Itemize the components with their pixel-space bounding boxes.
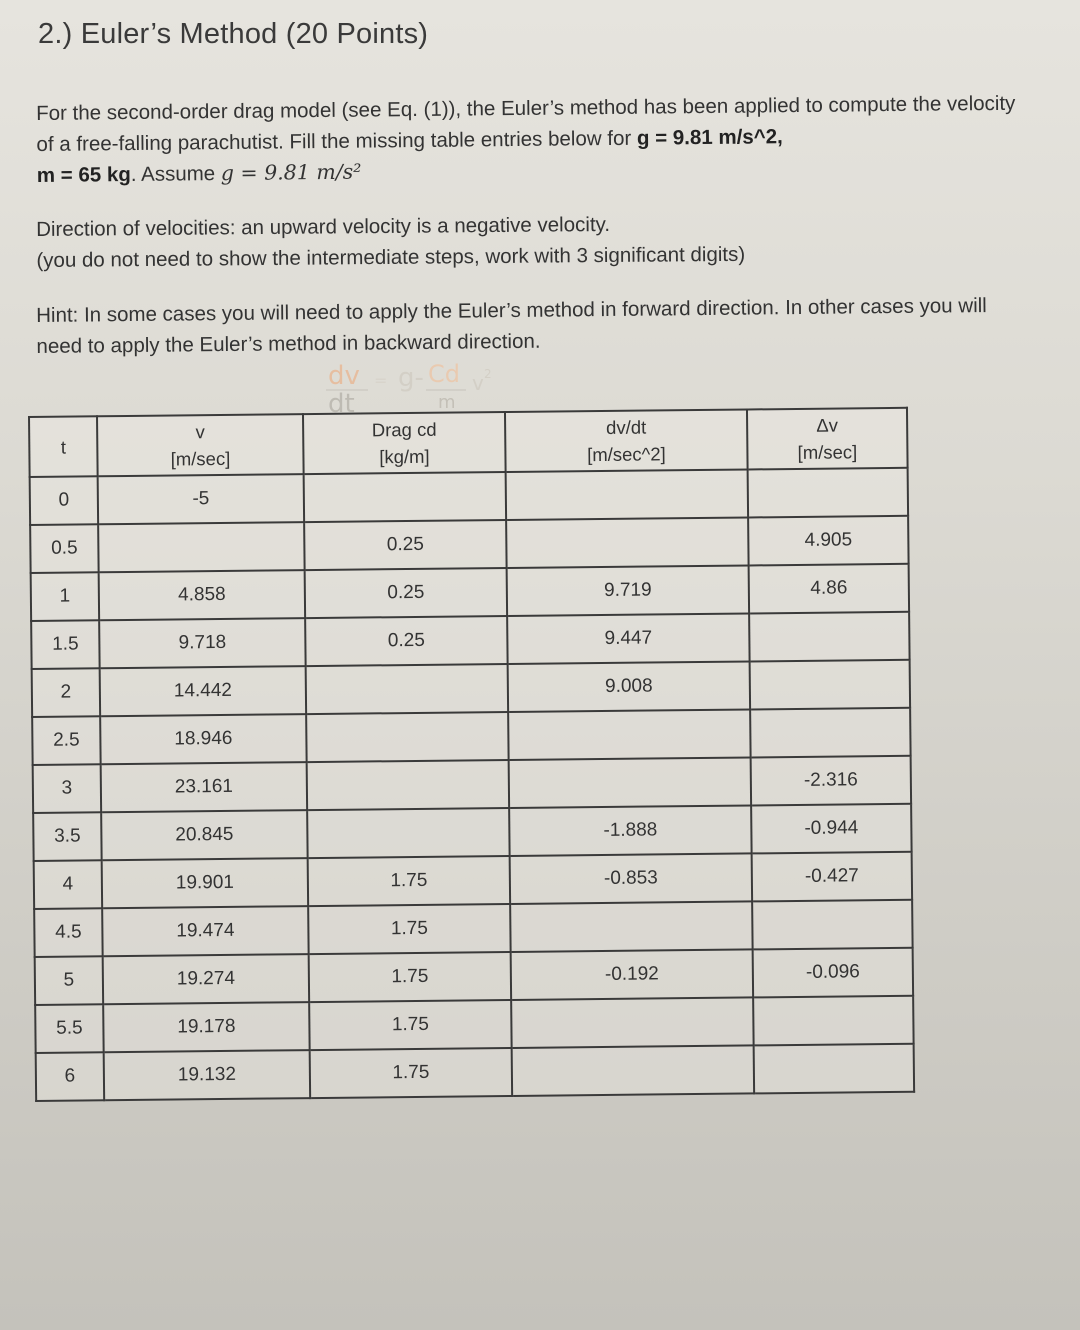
hint-text: Hint: In some cases you will need to apply the Euler’s method in forward direction. In other cases you will need to apply the Euler’s method in backward direction. bbox=[36, 294, 987, 358]
cell-v bbox=[98, 522, 304, 572]
cell-delta-v bbox=[750, 660, 910, 710]
cell-t: 4.5 bbox=[34, 908, 102, 957]
cell-v: 19.274 bbox=[103, 954, 309, 1004]
cell-dvdt bbox=[506, 517, 748, 568]
assume-text: . Assume bbox=[130, 162, 221, 187]
cell-cd bbox=[307, 760, 509, 810]
cell-cd: 1.75 bbox=[309, 952, 511, 1002]
cell-dvdt bbox=[510, 901, 752, 952]
cell-delta-v bbox=[752, 900, 912, 950]
cell-t: 3 bbox=[33, 764, 101, 813]
cell-t: 6 bbox=[36, 1052, 104, 1101]
cell-delta-v: 4.905 bbox=[748, 516, 908, 566]
cell-dvdt: -0.853 bbox=[510, 853, 752, 904]
handwritten-v: v bbox=[472, 371, 484, 395]
cell-t: 0 bbox=[30, 476, 98, 525]
handwritten-dv: dv bbox=[328, 361, 360, 391]
gravity-value-bold: g = 9.81 m/s^2, bbox=[636, 125, 783, 150]
problem-statement bbox=[36, 88, 1027, 191]
cell-cd: 1.75 bbox=[309, 1000, 511, 1050]
cell-cd: 1.75 bbox=[308, 856, 510, 906]
cell-delta-v bbox=[754, 1044, 914, 1094]
cell-delta-v: -0.427 bbox=[752, 852, 912, 902]
cell-v: 9.718 bbox=[99, 618, 305, 668]
cell-v: 19.901 bbox=[102, 858, 308, 908]
direction-note bbox=[36, 205, 1027, 276]
cell-dvdt bbox=[508, 709, 750, 760]
cell-t: 5 bbox=[35, 956, 103, 1005]
statement-text: For the second-order drag model (see Eq. (1)), the Euler’s method has been applied to compute the velocity of a free-falling parachutist. Fill the missing table entries below for bbox=[36, 91, 1016, 156]
cell-cd bbox=[306, 664, 508, 714]
cell-t: 4 bbox=[34, 860, 102, 909]
cell-v: 4.858 bbox=[99, 570, 305, 620]
cell-cd bbox=[307, 808, 509, 858]
cell-dvdt bbox=[511, 997, 753, 1048]
cell-t: 5.5 bbox=[35, 1004, 103, 1053]
cell-cd: 0.25 bbox=[305, 568, 507, 618]
header-t: t bbox=[29, 416, 98, 477]
header-drag-cd: Drag cd [kg/m] bbox=[303, 412, 506, 474]
cell-delta-v bbox=[748, 468, 908, 518]
cell-v: 23.161 bbox=[101, 762, 307, 812]
cell-cd bbox=[306, 712, 508, 762]
header-v: v [m/sec] bbox=[97, 414, 304, 476]
direction-line-1: Direction of velocities: an upward velocity is a negative velocity. bbox=[36, 212, 611, 241]
table-body bbox=[30, 468, 914, 1101]
cell-v: 19.178 bbox=[103, 1002, 309, 1052]
handwritten-m: m bbox=[438, 392, 456, 413]
cell-dvdt bbox=[512, 1045, 754, 1096]
cell-delta-v: -0.944 bbox=[751, 804, 911, 854]
handwritten-cd: Cd bbox=[428, 360, 460, 388]
cell-dvdt bbox=[506, 469, 748, 520]
cell-t: 0.5 bbox=[30, 524, 98, 573]
direction-line-2: (you do not need to show the intermediate steps, work with 3 significant digits) bbox=[36, 242, 746, 272]
handwritten-g: g- bbox=[398, 363, 424, 393]
cell-v: 19.474 bbox=[102, 906, 308, 956]
cell-cd: 1.75 bbox=[310, 1048, 512, 1098]
header-dvdt: dv/dt [m/sec^2] bbox=[505, 409, 748, 472]
cell-delta-v: -0.096 bbox=[753, 948, 913, 998]
euler-table bbox=[28, 407, 915, 1102]
handwritten-square: 2 bbox=[484, 367, 492, 381]
cell-t: 3.5 bbox=[33, 812, 101, 861]
cell-delta-v bbox=[750, 708, 910, 758]
cell-t: 1 bbox=[31, 572, 99, 621]
cell-dvdt: 9.447 bbox=[507, 613, 749, 664]
cell-v: 14.442 bbox=[100, 666, 306, 716]
gravity-math: g = 9.81 m/s² bbox=[220, 159, 362, 186]
cell-dvdt: -0.192 bbox=[511, 949, 753, 1000]
cell-dvdt: 9.008 bbox=[508, 661, 750, 712]
handwritten-dt: dt bbox=[328, 389, 355, 419]
cell-dvdt: 9.719 bbox=[507, 565, 749, 616]
cell-cd: 0.25 bbox=[304, 520, 506, 570]
table-row bbox=[36, 1044, 914, 1101]
handwritten-equals: = bbox=[374, 371, 388, 390]
cell-v: 20.845 bbox=[101, 810, 307, 860]
cell-cd: 1.75 bbox=[308, 904, 510, 954]
header-delta-v: Δv [m/sec] bbox=[747, 408, 908, 470]
cell-v: 19.132 bbox=[104, 1050, 310, 1100]
cell-v: 18.946 bbox=[100, 714, 306, 764]
cell-t: 1.5 bbox=[31, 620, 99, 669]
cell-dvdt: -1.888 bbox=[509, 805, 751, 856]
cell-t: 2.5 bbox=[32, 716, 100, 765]
cell-t: 2 bbox=[32, 668, 100, 717]
cell-dvdt bbox=[509, 757, 751, 808]
table-header-row bbox=[29, 408, 908, 477]
cell-v: -5 bbox=[98, 474, 304, 524]
problem-heading: 2.) Euler’s Method (20 Points) bbox=[38, 18, 429, 50]
cell-delta-v bbox=[753, 996, 913, 1046]
cell-cd: 0.25 bbox=[305, 616, 507, 666]
cell-delta-v: -2.316 bbox=[751, 756, 911, 806]
cell-delta-v: 4.86 bbox=[749, 564, 909, 614]
cell-delta-v bbox=[749, 612, 909, 662]
cell-cd bbox=[304, 472, 506, 522]
mass-value-bold: m = 65 kg bbox=[36, 163, 131, 187]
